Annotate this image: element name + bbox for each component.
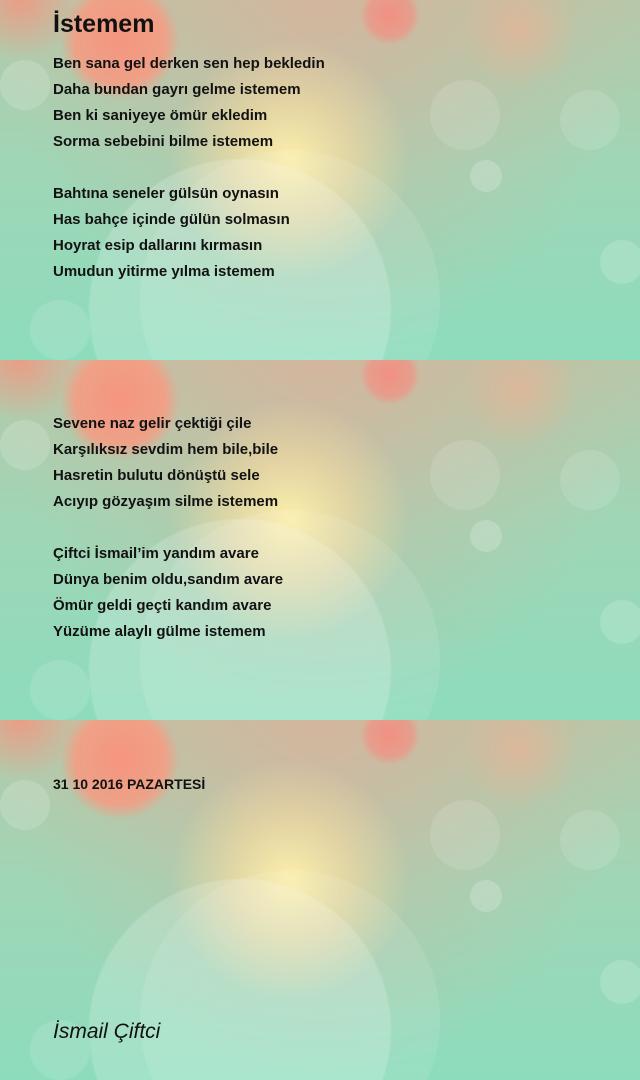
bokeh-circle xyxy=(600,240,640,284)
poem-line: Has bahçe içinde gülün solmasın xyxy=(53,211,290,228)
bokeh-circle xyxy=(600,960,640,1004)
poem-author: İsmail Çiftci xyxy=(53,1020,161,1043)
stanza xyxy=(53,411,283,515)
poem-line: Yüzüme alaylı gülme istemem xyxy=(53,623,266,640)
poem-line: Çiftci İsmail’im yandım avare xyxy=(53,545,259,562)
bokeh-circle xyxy=(0,60,50,110)
poem-line: Hoyrat esip dallarını kırmasın xyxy=(53,237,263,254)
poem-date: 31 10 2016 PAZARTESİ xyxy=(53,776,206,792)
poem-line: Karşılıksız sevdim hem bile,bile xyxy=(53,441,279,458)
stanza xyxy=(53,181,325,285)
poem-line: Bahtına seneler gülsün oynasın xyxy=(53,185,279,202)
poem-line: Sevene naz gelir çektiği çile xyxy=(53,415,252,432)
bokeh-circle xyxy=(430,80,500,150)
bokeh-circle xyxy=(600,600,640,644)
poem-line: Daha bundan gayrı gelme istemem xyxy=(53,81,301,98)
bokeh-circle xyxy=(140,870,440,1080)
poem-line: Acıyıp gözyaşım silme istemem xyxy=(53,493,279,510)
poem-title: İstemem xyxy=(53,10,155,38)
bokeh-circle xyxy=(0,780,50,830)
bokeh-circle xyxy=(0,420,50,470)
bokeh-circle xyxy=(560,90,620,150)
poem-line: Sorma sebebini bilme istemem xyxy=(53,133,274,150)
bokeh-circle xyxy=(470,520,502,552)
poem-card-3 xyxy=(0,720,640,1080)
bokeh-circle xyxy=(560,450,620,510)
bokeh-circle xyxy=(430,440,500,510)
poem-line: Hasretin bulutu dönüştü sele xyxy=(53,467,260,484)
poem-text-panel-1 xyxy=(53,51,325,311)
poem-text-panel-2 xyxy=(53,411,283,671)
poem-line: Dünya benim oldu,sandım avare xyxy=(53,571,284,588)
bokeh-circle xyxy=(560,810,620,870)
poem-card-1 xyxy=(0,0,640,360)
bokeh-circle xyxy=(430,800,500,870)
poem-line: Ben ki saniyeye ömür ekledim xyxy=(53,107,268,124)
poem-line: Ömür geldi geçti kandım avare xyxy=(53,597,272,614)
poem-line: Umudun yitirme yılma istemem xyxy=(53,263,275,280)
stanza xyxy=(53,51,325,155)
bokeh-circle xyxy=(470,880,502,912)
poem-card-2 xyxy=(0,360,640,720)
bokeh-circle xyxy=(470,160,502,192)
stanza xyxy=(53,541,283,645)
poem-line: Ben sana gel derken sen hep bekledin xyxy=(53,55,325,72)
